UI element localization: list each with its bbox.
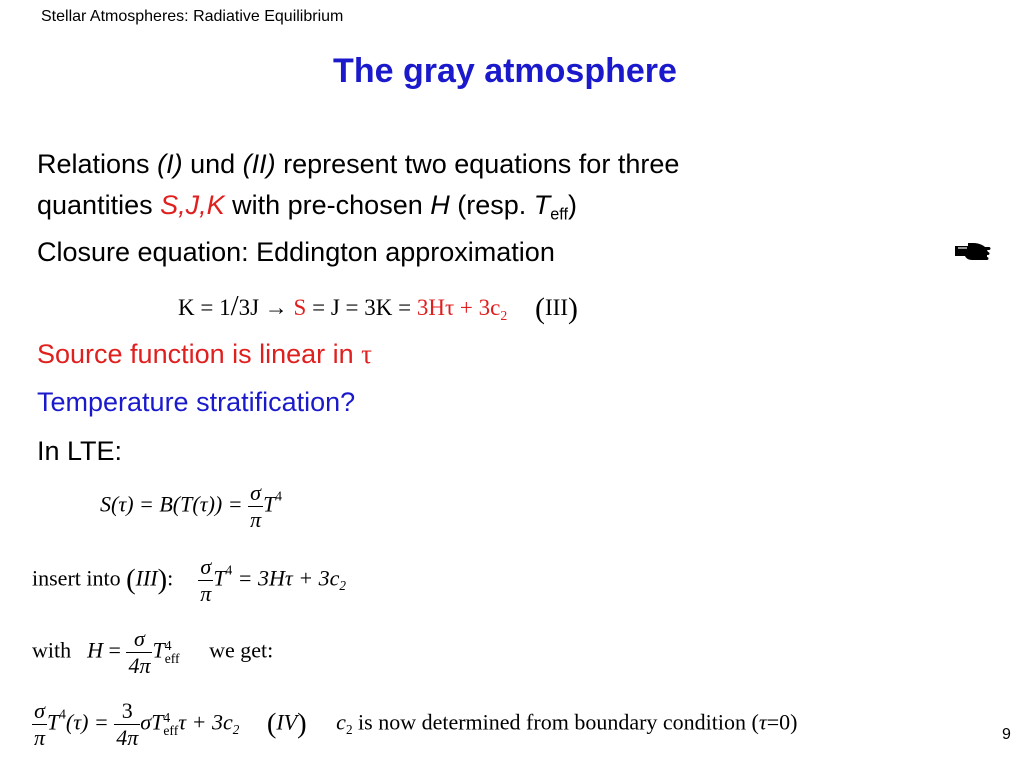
source-function-line: Source function is linear in τ (37, 339, 373, 369)
temperature-equation-IV: $\frac{\sigma}{\pi}$ $T^4(\tau)$ = $\frac{3}{4\pi}$ σT 4 eff $\tau + 3c_2$ (IV) $c_2$ is now determined from boundary condition (τ=0) (34, 698, 798, 750)
relations-line-1: Relations (I) und (II) represent two equations for three (37, 149, 680, 179)
page-number: 9 (1002, 726, 1011, 743)
pointing-hand-icon (952, 240, 992, 264)
quantities-sjk: S,J,K (160, 190, 225, 220)
relations-line-2: quantities S,J,K with pre-chosen H (resp. $T_{eff}$) (37, 190, 577, 224)
relation-II: (II) (242, 149, 276, 179)
insert-equation: insert into (III): $\frac{\sigma}{\pi}$ $T^4 = 3H\tau + 3c_2$ (32, 554, 346, 606)
lte-line: In LTE: (37, 436, 123, 466)
slide-header: Stellar Atmospheres: Radiative Equilibrium (41, 8, 344, 25)
with-h-equation: with H = $\frac{\sigma}{4\pi}$ T 4 eff we get: (32, 626, 274, 678)
closure-line: Closure equation: Eddington approximation (37, 237, 555, 267)
eddington-equation: $K = 1/3J \to S = J = 3K = 3H\tau + 3c_2$ (III) (178, 290, 578, 325)
temperature-stratification-line: Temperature stratification? (37, 387, 356, 417)
lte-source-equation: S(τ) = B(T(τ)) = $\frac{\sigma}{\pi}$ $T^4$ (100, 480, 282, 532)
relation-I: (I) (157, 149, 183, 179)
equation-label-IV: IV (276, 709, 298, 735)
equation-label-III: III (545, 295, 568, 320)
slide-title: The gray atmosphere (333, 52, 677, 90)
